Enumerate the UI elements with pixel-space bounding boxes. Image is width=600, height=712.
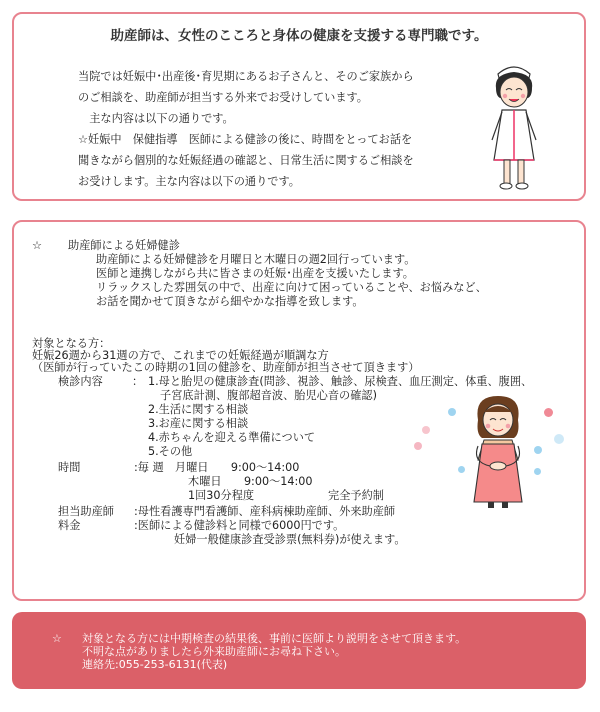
section-heading: 助産師による妊婦健診 <box>68 239 180 252</box>
star-bullet: ☆ <box>52 632 62 645</box>
notice-line: 対象となる方には中期検査の結果後、事前に医師より説明をさせて頂きます。 <box>82 632 467 645</box>
fee-label: 料金 <box>58 519 81 532</box>
exam-item: 子宮底計測、腹部超音波、胎児心音の確認) <box>160 389 377 402</box>
exam-item: 2.生活に関する相談 <box>148 403 249 416</box>
time-line: 1回30分程度 <box>188 489 255 502</box>
decor-dot <box>554 434 564 444</box>
target-label: 対象となる方： <box>32 337 111 350</box>
decor-dot <box>414 442 422 450</box>
checkup-panel <box>12 220 586 601</box>
intro-line: リラックスした雰囲気の中で、出産に向けて困っていることや、お悩みなど、 <box>96 281 487 294</box>
fee-value: :医師による健診料と同様で6000円です。 <box>134 519 345 532</box>
midwife-illustration <box>462 390 534 510</box>
staff-label: 担当助産師 <box>58 505 114 518</box>
time-label: 時間 <box>58 461 81 474</box>
decor-dot <box>534 446 542 454</box>
time-line: 木曜日 9:00～14:00 <box>188 475 313 488</box>
intro-line: 主な内容は以下の通りです。 <box>78 112 234 125</box>
nurse-illustration <box>484 60 544 192</box>
intro-line: のご相談を、助産師が担当する外来でお受けしています。 <box>78 91 368 104</box>
intro-line: 助産師による妊婦健診を月曜日と木曜日の週2回行っています。 <box>96 253 416 266</box>
intro-text <box>78 66 458 192</box>
decor-dot <box>448 408 456 416</box>
time-line: :毎 週 月曜日 9:00～14:00 <box>134 461 300 474</box>
intro-line: 医師と連携しながら共に皆さまの妊娠･出産を支援いたします。 <box>96 267 414 280</box>
decor-dot <box>422 426 430 434</box>
intro-line: 当院では妊娠中･出産後･育児期にあるお子さんと、そのご家族から <box>78 70 414 83</box>
staff-value: :母性看護専門看護師、産科病棟助産師、外来助産師 <box>134 505 396 518</box>
exam-item: 1.母と胎児の健康診査(問診、視診、触診、尿検査、血圧測定、体重、腹囲、 <box>148 375 533 388</box>
intro-line: ☆妊娠中 保健指導 医師による健診の後に、時間をとってお話を <box>78 133 413 146</box>
page-title: 助産師は、女性のこころと身体の健康を支援する専門職です。 <box>110 28 488 44</box>
target-line: （医師が行っていたこの時期の1回の健診を、助産師が担当させて頂きます） <box>32 361 420 374</box>
intro-line: お受けします。主な内容は以下の通りです。 <box>78 175 300 188</box>
reservation-note: 完全予約制 <box>328 489 384 502</box>
notice-panel <box>12 612 586 689</box>
decor-dot <box>534 468 541 475</box>
intro-panel <box>12 12 586 201</box>
exam-item: 3.お産に関する相談 <box>148 417 249 430</box>
notice-line: 不明な点がありましたら外来助産師にお尋ね下さい。 <box>82 645 346 658</box>
target-line: 妊娠26週から31週の方で、これまでの妊娠経過が順調な方 <box>32 349 329 362</box>
fee-note: 妊婦一般健康診査受診票(無料券)が使えます。 <box>174 533 406 546</box>
intro-line: お話を聞かせて頂きながら細やかな指導を致します。 <box>96 295 364 308</box>
exam-item: 4.赤ちゃんを迎える準備について <box>148 431 316 444</box>
contact-phone: 連絡先:055-253-6131(代表) <box>82 658 228 671</box>
exam-label: 検診内容 <box>58 375 103 388</box>
exam-item: 5.その他 <box>148 445 193 458</box>
star-bullet: ☆ <box>32 239 43 252</box>
decor-dot <box>544 408 553 417</box>
exam-colon: ： <box>132 375 144 388</box>
intro-line: 聞きながら個別的な妊娠経過の確認と、日常生活に関するご相談を <box>78 154 414 167</box>
